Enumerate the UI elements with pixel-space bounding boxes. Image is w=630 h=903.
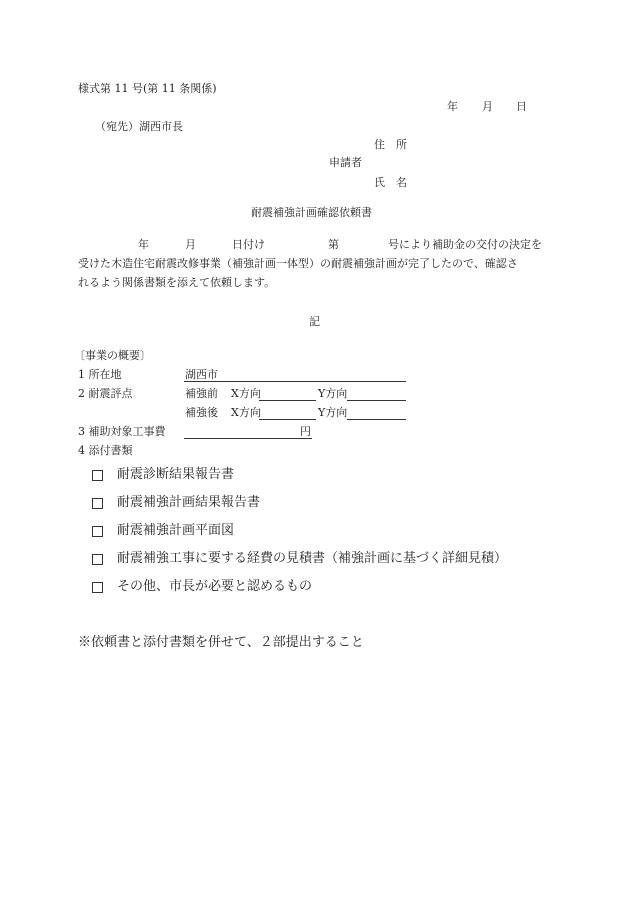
checkbox-5[interactable] <box>92 582 103 593</box>
attachment-4: 耐震補強工事に要する経費の見積書（補強計画に基づく詳細見積） <box>117 551 508 566</box>
ki-mark: 記 <box>309 315 320 328</box>
body-dated: 日付け <box>232 238 265 251</box>
cost-unit: 円 <box>300 425 311 438</box>
date-year: 年 <box>447 100 458 113</box>
attach-label: 4 添付書類 <box>78 444 133 457</box>
location-underline <box>184 381 406 382</box>
attachment-3: 耐震補強計画平面図 <box>117 523 235 538</box>
after-x-label: X方向 <box>231 406 261 419</box>
attachment-1: 耐震診断結果報告書 <box>117 467 235 482</box>
applicant-label: 申請者 <box>329 156 362 169</box>
after-y-label: Y方向 <box>318 406 348 419</box>
before-label: 補強前 <box>185 387 218 400</box>
location-value: 湖西市 <box>185 368 218 381</box>
date-month: 月 <box>482 100 493 113</box>
date-day: 日 <box>516 100 527 113</box>
form-number: 様式第 11 号(第 11 条関係) <box>78 82 217 95</box>
before-x-label: X方向 <box>231 387 261 400</box>
checkbox-3[interactable] <box>92 526 103 537</box>
location-label: 1 所在地 <box>78 368 122 381</box>
attachment-2: 耐震補強計画結果報告書 <box>117 495 261 510</box>
body-year: 年 <box>138 238 149 251</box>
score-label: 2 耐震評点 <box>78 387 133 400</box>
body-month: 月 <box>185 238 196 251</box>
checkbox-4[interactable] <box>92 554 103 565</box>
body-line2: 受けた木造住宅耐震改修事業（補強計画一体型）の耐震補強計画が完了したので、確認さ <box>78 257 518 270</box>
after-x-field[interactable] <box>259 419 316 420</box>
after-label: 補強後 <box>185 406 218 419</box>
before-y-field[interactable] <box>347 400 406 401</box>
cost-label: 3 補助対象工事費 <box>78 425 166 438</box>
section-heading: 〔事業の概要〕 <box>74 349 151 362</box>
body-line1-rest: 号により補助金の交付の決定を <box>388 238 542 251</box>
after-y-field[interactable] <box>347 419 406 420</box>
checkbox-1[interactable] <box>92 470 103 481</box>
name-label: 氏 名 <box>374 176 407 189</box>
body-line3: れるよう関係書類を添えて依頼します。 <box>78 276 276 289</box>
addressee: （宛先）湖西市長 <box>95 120 183 133</box>
address-label: 住 所 <box>374 138 407 151</box>
attachment-5: その他、市長が必要と認めるもの <box>117 579 313 594</box>
checkbox-2[interactable] <box>92 498 103 509</box>
footnote: ※依頼書と添付書類を併せて、２部提出すること <box>78 635 364 650</box>
cost-field[interactable] <box>184 438 312 439</box>
before-x-field[interactable] <box>259 400 316 401</box>
document-title: 耐震補強計画確認依頼書 <box>251 206 372 219</box>
before-y-label: Y方向 <box>318 387 348 400</box>
body-no: 第 <box>328 238 339 251</box>
